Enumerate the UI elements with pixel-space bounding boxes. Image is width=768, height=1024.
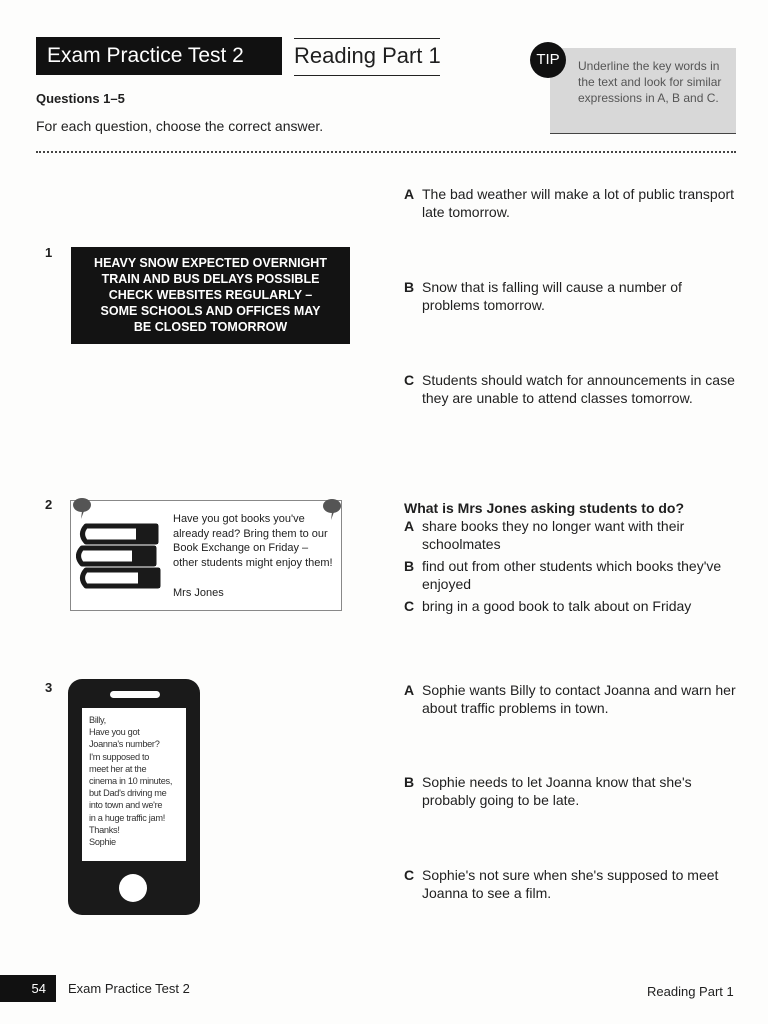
option-letter: B (404, 279, 415, 295)
option-letter: C (404, 372, 415, 388)
option-letter: A (404, 518, 415, 534)
option-text: Students should watch for announcements in case they are unable to attend classes tomorrow. (422, 372, 735, 406)
notice-line: SOME SCHOOLS AND OFFICES MAY (100, 304, 321, 318)
option-text: The bad weather will make a lot of public transport late tomorrow. (422, 186, 735, 220)
instruction-text: For each question, choose the correct answer. (36, 118, 324, 134)
option-letter: C (404, 867, 415, 883)
option-letter: C (404, 598, 415, 614)
message-line: I'm supposed to (89, 751, 150, 762)
message-line: cinema in 10 minutes, (89, 776, 173, 787)
option-letter: B (404, 558, 415, 574)
option-text: Sophie needs to let Joanna know that she's probably going to be late. (422, 774, 692, 808)
option-text: find out from other students which books they've enjoyed (422, 558, 722, 592)
option-a[interactable] (404, 681, 738, 717)
option-a[interactable] (404, 517, 738, 553)
part-title: Reading Part 1 (294, 38, 440, 76)
message-line: Joanna's number? (89, 739, 160, 750)
phone-home-button (119, 874, 147, 902)
message-line: but Dad's driving me (89, 788, 167, 799)
card-signature: Mrs Jones (173, 587, 224, 599)
books-icon (76, 518, 164, 592)
option-c[interactable] (404, 371, 738, 407)
option-letter: A (404, 186, 415, 202)
option-text: Sophie's not sure when she's supposed to meet Joanna to see a film. (422, 867, 719, 901)
tip-text: Underline the key words in the text and look for similar expressions in A, B and C. (578, 59, 722, 105)
option-text: bring in a good book to talk about on Friday (422, 598, 692, 614)
option-c[interactable] (404, 597, 738, 615)
notice-line: TRAIN AND BUS DELAYS POSSIBLE (101, 272, 320, 286)
snow-notice (71, 247, 350, 344)
footer-part-title: Reading Part 1 (647, 984, 734, 999)
page-number: 54 (0, 975, 56, 1002)
option-text: Sophie wants Billy to contact Joanna and warn her about traffic problems in town. (422, 682, 736, 716)
message-line: Sophie (89, 837, 116, 848)
tip-badge: TIP (530, 42, 566, 78)
option-letter: A (404, 682, 415, 698)
notice-line: BE CLOSED TOMORROW (133, 320, 288, 334)
question-number: 2 (45, 497, 53, 512)
option-letter: B (404, 774, 415, 790)
message-line: Have you got (89, 727, 140, 738)
option-b[interactable] (404, 278, 738, 314)
questions-heading: Questions 1–5 (36, 91, 125, 106)
option-b[interactable] (404, 557, 738, 593)
option-a[interactable] (404, 185, 738, 221)
question-number: 1 (45, 245, 53, 260)
footer-test-title: Exam Practice Test 2 (68, 981, 190, 996)
message-line: into town and we're (89, 800, 163, 811)
dotted-divider (36, 151, 736, 153)
message-line: in a huge traffic jam! (89, 812, 165, 823)
message-line: meet her at the (89, 763, 147, 774)
text-message (89, 714, 183, 848)
notice-line: HEAVY SNOW EXPECTED OVERNIGHT (94, 256, 327, 270)
option-text: share books they no longer want with their schoolmates (422, 518, 685, 552)
notice-line: CHECK WEBSITES REGULARLY – (108, 288, 313, 302)
phone-speaker (110, 691, 160, 698)
message-line: Thanks! (89, 824, 120, 835)
card-message: Have you got books you've already read? Bring them to our Book Exchange on Friday – other students might enjoy them! (173, 513, 333, 569)
option-c[interactable] (404, 866, 738, 902)
exam-label: Exam Practice Test 2 (36, 37, 282, 75)
question-number: 3 (45, 680, 53, 695)
option-text: Snow that is falling will cause a number of problems tomorrow. (422, 279, 682, 313)
question-prompt: What is Mrs Jones asking students to do? (404, 500, 685, 516)
option-b[interactable] (404, 773, 738, 809)
message-line: Billy, (89, 715, 106, 725)
pin-icon (70, 495, 94, 519)
